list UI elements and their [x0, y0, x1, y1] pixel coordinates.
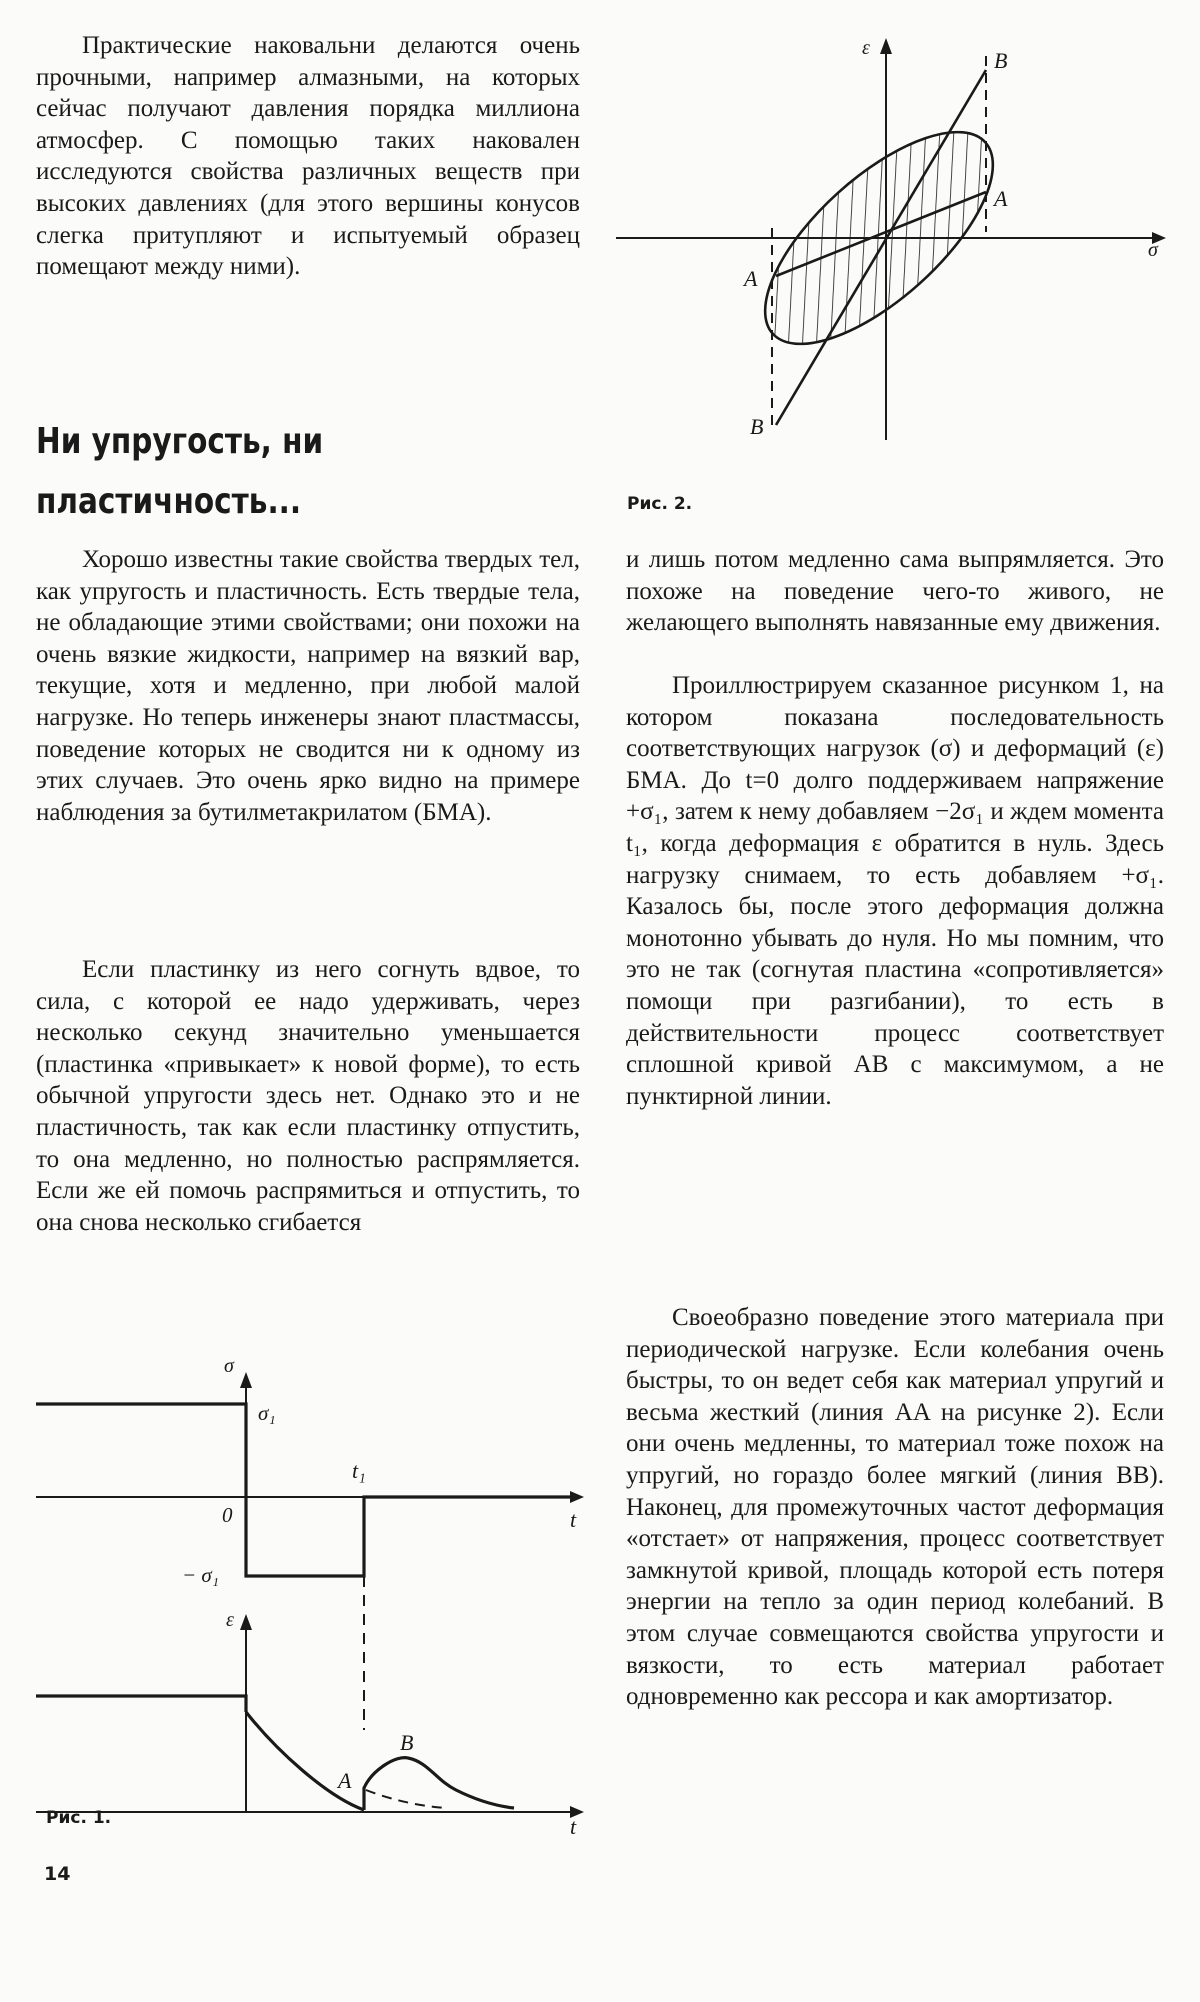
fig1-label-t-bottom: t — [570, 1814, 577, 1839]
fig1-strain-curve-AB — [364, 1758, 514, 1810]
fig1-sigma-arrow — [240, 1372, 252, 1388]
fig1-strain-plateau — [36, 1696, 246, 1712]
paragraph-periodic-load: Своеобразно поведение этого материала при периодической нагрузке. Если колебания очень быстры, то он ведет себя как материал упругий и весьма жесткий (линия AA на рисунке 2). Если они очень медленны, то материал тоже похож на упругий, но гораздо более мягкий (линия BB). Наконец, для промежуточных частот деформация «отстает» от напряжения, процесс соответствует замкнутой кривой, площадь которой есть потеря энергии на тепло за один период колебаний. В этом случае совмещаются свойства упругости и вязкости, то есть материал работает одновременно как рессора и как амортизатор. — [626, 1304, 1164, 1711]
fig1-label-zero: 0 — [222, 1503, 233, 1527]
paragraph-bma-plate: Если пластинку из него согнуть вдвое, то сила, с которой ее надо удерживать, через несколько секунд значительно уменьшается (пластинка «привыкает» к новой форме), то есть обычной упругости здесь нет. Однако это и не пластичность, так как если пластинку отпустить, то она медленно, но полностью распрямляется. Если же ей помочь распрямиться и отпустить, то она снова несколько сгибается — [36, 956, 580, 1236]
fig2-label-A-right: A — [994, 186, 1008, 211]
paragraph-anvils: Практические наковальни делаются очень прочными, например алмазными, на которых сейчас получают давления порядка миллиона атмосфер. С помощью таких наковален исследуются свойства различных веществ при высоких давлениях (для этого вершины конусов слегка притупляют и испытуемый образец помещают между ними). — [36, 32, 580, 281]
fig1-label-sigma1: σ₁ — [258, 1401, 276, 1425]
figure-1-caption: Рис. 1. — [46, 1808, 112, 1828]
fig2-y-arrow — [880, 38, 892, 54]
fig1-label-t1: t₁ — [352, 1458, 366, 1483]
fig1-label-A: A — [338, 1768, 352, 1793]
fig2-label-B-bottom: B — [750, 414, 764, 439]
section-heading: Ни упругость, ни пластичность... — [36, 421, 324, 522]
fig2-label-eps: ε — [862, 37, 870, 59]
fig1-stress-curve — [36, 1404, 576, 1576]
fig1-label-eps: ε — [226, 1609, 234, 1631]
fig2-label-sigma: σ — [1148, 239, 1158, 261]
fig1-eps-arrow — [240, 1614, 252, 1630]
fig2-label-A-left: A — [744, 266, 758, 291]
paragraph-elasticity-intro: Хорошо известны такие свойства твердых тел, как упругость и пластичность. Есть твердые тела, не обладающие этими свойствами; они похожи на очень вязкие жидкости, например на вязкий вар, текущие, хотя и медленно, при любой малой нагрузке. Но теперь инженеры знают пластмассы, поведение которых не сводится ни к одному из этих случаев. Это очень ярко видно на примере наблюдения за бутилметакрилатом (БМА). — [36, 546, 580, 826]
figure-2-caption: Рис. 2. — [627, 494, 693, 514]
figure-2-diagram — [610, 30, 1170, 450]
fig1-label-t-top: t — [570, 1507, 577, 1532]
fig1-label-sigma: σ — [224, 1355, 234, 1377]
fig1-strain-decay — [246, 1712, 364, 1810]
paragraph-living-behavior: и лишь потом медленно сама выпрямляется. Это похоже на поведение чего-то живого, не желающего выполнять навязанные ему движения. — [626, 546, 1164, 637]
fig1-label-B: B — [400, 1730, 414, 1755]
fig1-label-minus-sigma1: − σ₁ — [182, 1563, 220, 1587]
paragraph-figure1-explanation: Проиллюстрируем сказанное рисунком 1, на котором показана последовательность соответствующих нагрузок (σ) и деформаций (ε) БМА. До t=0 долго поддерживаем напряжение +σ₁, затем к нему добавляем −2σ₁ и ждем момента t₁, когда деформация ε обратится в нуль. Здесь нагрузку снимаем, то есть добавляем +σ₁. Казалось бы, после этого деформация должна монотонно убывать до нуля. Но мы помним, что это не так (согнутая пластина «сопротивляется» помощи при разгибании), то есть в действительности процесс соответствует сплошной кривой AB с максимумом, а не пунктирной линии. — [626, 672, 1164, 1110]
page-number: 14 — [44, 1863, 71, 1885]
figure-1-diagram — [36, 1350, 596, 1850]
fig2-label-B-top: B — [994, 48, 1008, 73]
fig1-strain-dashed — [366, 1790, 446, 1808]
